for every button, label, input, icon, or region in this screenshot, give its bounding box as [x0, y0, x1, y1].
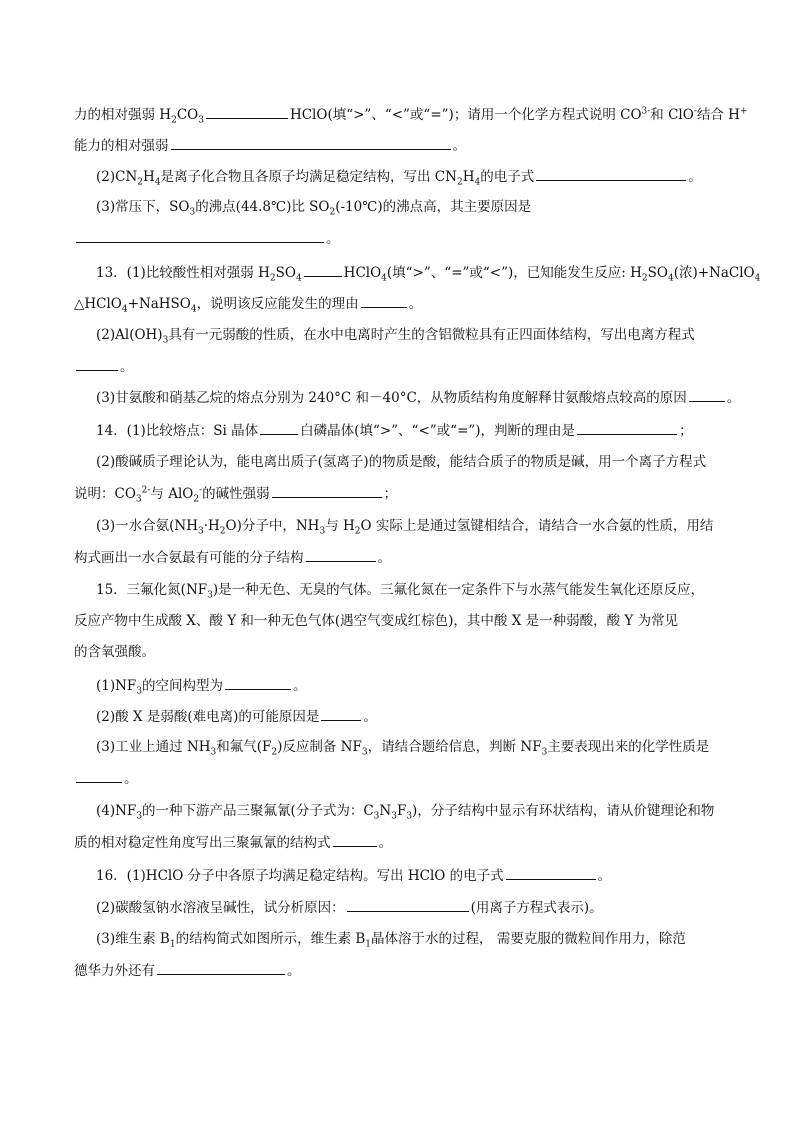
superscript: -	[199, 485, 203, 496]
text-segment: (3)常压下，SO	[96, 199, 190, 215]
text-line	[74, 135, 734, 155]
answer-blank[interactable]	[272, 483, 382, 498]
answer-blank[interactable]	[225, 675, 291, 690]
text-segment: 。	[688, 169, 702, 185]
text-segment: ，说明该反应能发生的理由	[196, 296, 359, 312]
text-segment: H	[462, 169, 475, 185]
text-line	[96, 166, 756, 186]
text-segment: (1)NF	[96, 678, 137, 694]
text-segment: (3)甘氨酸和硝基乙烷的熔点分别为 240°C 和－40°C，从物质结构角度解释甘氨酸熔点较高的原因	[96, 390, 687, 406]
subscript: 4	[190, 304, 197, 315]
text-segment: 14．(1)比较熔点：Si 晶体	[96, 423, 259, 439]
subscript: 2	[271, 747, 278, 758]
text-line	[74, 104, 748, 126]
text-segment: 的电子式	[480, 169, 535, 185]
text-line	[74, 611, 734, 631]
text-segment: 。	[363, 709, 377, 725]
text-segment: 和氟气(F	[216, 739, 272, 755]
subscript: 3	[136, 811, 143, 822]
subscript: 3	[189, 207, 196, 218]
subscript: 1	[169, 939, 176, 950]
text-segment: 主要表现出来的化学性质是	[547, 739, 710, 755]
text-line	[74, 832, 734, 852]
text-segment: 能力的相对强弱	[74, 138, 169, 154]
text-segment: ；	[383, 486, 398, 502]
answer-blank[interactable]	[347, 897, 469, 912]
superscript: -	[693, 106, 697, 117]
text-segment: 。	[124, 771, 138, 787]
text-segment: 力的相对强弱 H	[74, 107, 172, 123]
text-segment: (4)NF	[96, 803, 137, 819]
subscript: 3	[162, 335, 169, 346]
text-segment: 是离子化合物且各原子均满足稳定结构，写出 CN	[160, 169, 457, 185]
text-segment: ，请结合题给信息，判断 NF	[367, 739, 542, 755]
text-line	[96, 897, 756, 917]
answer-blank[interactable]	[76, 768, 122, 783]
text-segment: 。	[378, 835, 392, 851]
subscript: 4	[667, 273, 674, 284]
answer-blank[interactable]	[157, 960, 285, 975]
text-segment: 晶体溶于水的过程， 需要克服的微粒间作用力，除范	[371, 931, 686, 947]
text-segment: 构式画出一水合氨最有可能的分子结构	[74, 550, 304, 566]
subscript: 1	[365, 939, 372, 950]
answer-blank[interactable]	[206, 104, 288, 119]
text-segment: 说明：CO	[74, 486, 136, 502]
text-line	[74, 547, 734, 567]
text-segment: HClO	[343, 265, 382, 281]
subscript: 3	[136, 686, 143, 697]
text-segment: (浓)+NaClO	[673, 265, 755, 281]
text-segment: HClO(填“>”、“<”或“=”)；请用一个化学方程式说明 CO	[289, 107, 642, 123]
question-13-line	[96, 262, 761, 284]
subscript: 3	[135, 494, 142, 505]
answer-blank[interactable]	[76, 356, 118, 371]
question-16-line	[96, 865, 756, 885]
question-15-line	[96, 580, 756, 600]
text-line	[74, 228, 734, 248]
subscript: 3	[210, 747, 217, 758]
text-segment: 的碱性强弱	[202, 486, 270, 502]
text-segment: SO	[647, 265, 668, 281]
answer-blank[interactable]	[536, 166, 686, 181]
text-segment: 。	[597, 868, 612, 884]
text-segment: )反应制备 NF	[277, 739, 362, 755]
text-segment: 。	[452, 138, 466, 154]
text-segment: 反应产物中生成酸 X、酸 Y 和一种无色气体(遇空气变成红棕色)，其中酸 X 是一种弱酸，酸 Y 为常见	[74, 613, 679, 629]
text-segment: (3)一水合氨(NH	[96, 518, 198, 534]
subscript: 4	[754, 273, 761, 284]
text-segment: 。	[408, 296, 423, 312]
text-segment: 德华力外还有	[74, 963, 155, 979]
subscript: 2	[641, 273, 648, 284]
subscript: 3	[207, 590, 213, 601]
text-segment: ；	[679, 423, 693, 439]
answer-blank[interactable]	[260, 420, 298, 435]
text-segment: (3)工业上通过 NH	[96, 739, 211, 755]
text-line	[96, 197, 756, 217]
subscript: 2	[171, 115, 177, 126]
text-segment: CO	[176, 107, 199, 123]
superscript: 3-	[641, 106, 651, 117]
text-line	[74, 960, 734, 980]
subscript: 2	[219, 526, 226, 537]
text-segment: 的空间构型为	[142, 678, 224, 694]
text-segment: O)分子中，NH	[225, 518, 320, 534]
text-segment: 。	[326, 231, 340, 247]
answer-blank[interactable]	[76, 228, 324, 243]
text-segment: (用离子方程式表示)。	[470, 900, 603, 916]
text-segment: 。	[293, 678, 307, 694]
subscript: 3	[197, 526, 204, 537]
subscript: 4	[121, 304, 128, 315]
text-line	[74, 356, 734, 376]
text-line	[96, 675, 756, 695]
text-segment: 质的相对稳定性角度写出三聚氟氰的结构式	[74, 835, 331, 851]
answer-blank[interactable]	[506, 865, 596, 880]
text-line	[74, 642, 734, 662]
text-segment: 结合 H	[696, 107, 740, 123]
subscript: 3	[198, 115, 204, 126]
subscript: 3	[373, 811, 380, 822]
subscript: 3	[406, 811, 413, 822]
superscript: 2-	[141, 485, 151, 496]
text-segment: ·H	[203, 518, 220, 534]
text-segment: H	[143, 169, 155, 185]
text-segment: 与 H	[325, 518, 355, 534]
text-segment: (2)Al(OH)	[96, 327, 163, 343]
text-segment: (-10℃)的沸点高，其主要原因是	[335, 199, 532, 215]
answer-blank[interactable]	[306, 547, 376, 562]
text-segment: )，分子结构中显示有环状结构，请从价键理论和物	[412, 803, 715, 819]
text-line	[96, 516, 756, 536]
text-segment: 。	[377, 550, 391, 566]
text-line	[96, 801, 756, 821]
text-segment: (2)CN	[96, 169, 138, 185]
answer-blank[interactable]	[361, 293, 407, 308]
answer-blank[interactable]	[321, 706, 361, 721]
text-segment: 的沸点(44.8℃)比 SO	[195, 199, 330, 215]
text-segment: 与 AlO	[150, 486, 194, 502]
subscript: 4	[295, 273, 302, 284]
subscript: 2	[354, 526, 361, 537]
text-line	[74, 483, 734, 503]
text-segment: 的结构简式如图所示，维生素 B	[175, 931, 366, 947]
text-segment: O 实际上是通过氢键相结合，请结合一水合氨的性质，用结	[360, 518, 714, 534]
text-segment: 的含氧强酸。	[74, 644, 155, 660]
question-14-line	[96, 420, 756, 440]
subscript: 2	[137, 177, 143, 188]
text-segment: 和 ClO	[650, 107, 694, 123]
answer-blank[interactable]	[333, 832, 377, 847]
text-segment: (2)酸碱质子理论认为，能电离出质子(氢离子)的物质是酸，能结合质子的物质是碱，用一个离子方程式	[96, 454, 707, 470]
text-segment: 。	[120, 359, 134, 375]
text-line	[96, 387, 756, 407]
subscript: 4	[474, 177, 481, 188]
text-segment: SO	[275, 265, 296, 281]
subscript: 3	[391, 811, 397, 822]
text-segment: 16．(1)HClO 分子中各原子均满足稳定结构。写出 HClO 的电子式	[96, 868, 504, 884]
subscript: 2	[269, 273, 276, 284]
text-line	[96, 929, 756, 949]
subscript: 3	[361, 747, 368, 758]
subscript: 2	[193, 494, 200, 505]
text-segment: )是一种无色、无臭的气体。三氟化氮在一定条件下与水蒸气能发生氧化还原反应，	[212, 582, 705, 598]
text-segment: (填“>”、“=”或“<”)，已知能发生反应: H	[386, 265, 642, 281]
subscript: 4	[381, 273, 387, 284]
subscript: 3	[319, 526, 326, 537]
text-segment: (2)酸 X 是弱酸(难电离)的可能原因是	[96, 709, 320, 725]
text-line	[96, 706, 756, 726]
answer-blank[interactable]	[689, 387, 725, 402]
answer-blank[interactable]	[577, 420, 677, 435]
text-line	[96, 737, 756, 757]
subscript: 4	[154, 177, 161, 188]
answer-blank[interactable]	[304, 262, 342, 277]
text-segment: 。	[287, 963, 301, 979]
text-line	[74, 293, 734, 313]
text-segment: 13．(1)比较酸性相对强弱 H	[96, 265, 270, 281]
subscript: 2	[329, 207, 336, 218]
text-segment: 具有一元弱酸的性质，在水中电离时产生的含铝微粒具有正四面体结构，写出电离方程式	[168, 327, 695, 343]
text-segment: 。	[726, 390, 741, 406]
subscript: 2	[456, 177, 463, 188]
text-segment: N	[379, 803, 392, 819]
superscript: +	[739, 106, 748, 117]
text-segment: 白磷晶体(填“>”、“<”或“=”)，判断的理由是	[300, 423, 576, 439]
text-segment: 15．三氟化氮(NF	[96, 582, 208, 598]
subscript: 3	[541, 747, 548, 758]
text-segment: 的一种下游产品三聚氟氰(分子式为：C	[142, 803, 374, 819]
text-line	[96, 452, 756, 472]
text-segment: +NaHSO	[127, 296, 191, 312]
text-segment: (2)碳酸氢钠水溶液呈碱性，试分析原因：	[96, 900, 345, 916]
text-line	[74, 768, 734, 788]
answer-blank[interactable]	[171, 135, 451, 150]
text-segment: F	[396, 803, 407, 819]
text-segment: △HClO	[74, 296, 122, 312]
text-segment: (3)维生素 B	[96, 931, 170, 947]
text-line	[96, 325, 756, 345]
